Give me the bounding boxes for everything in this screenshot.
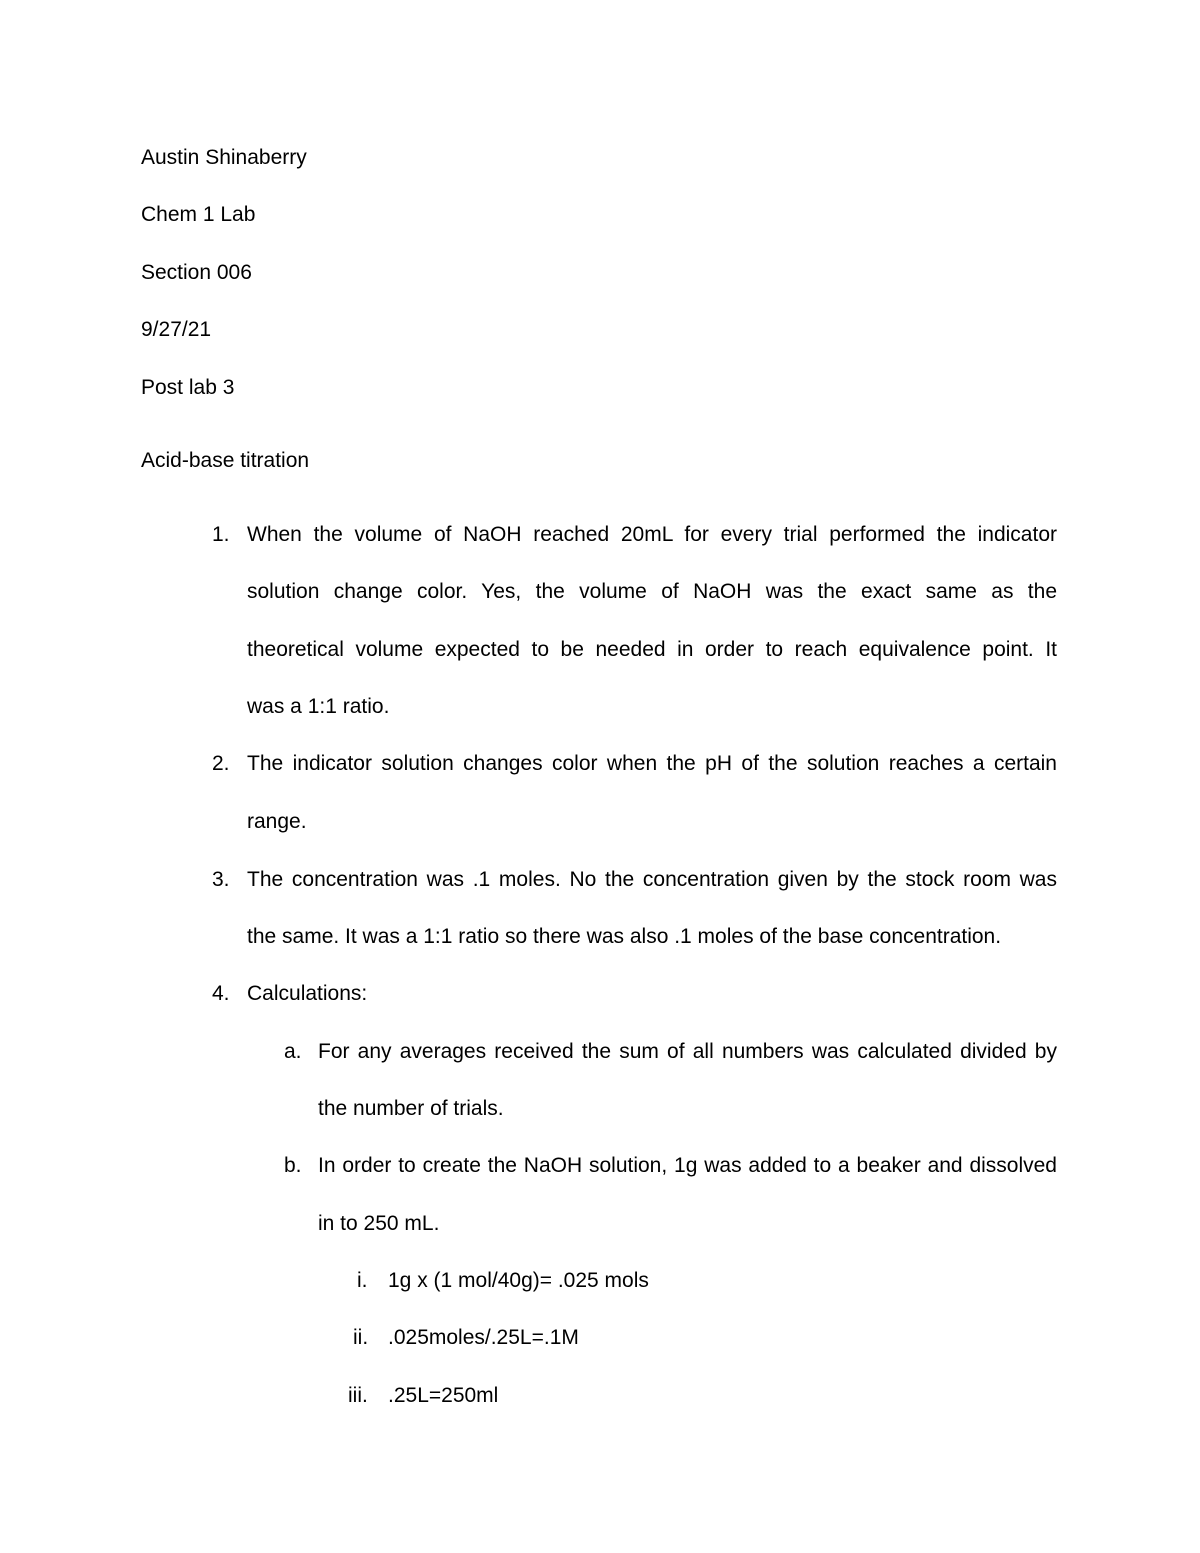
report-date: 9/27/21 bbox=[141, 318, 212, 341]
list-marker: 1. bbox=[212, 523, 230, 546]
list-item-line: Calculations: bbox=[247, 982, 368, 1005]
section-number: Section 006 bbox=[141, 261, 252, 284]
calculation-line: .25L=250ml bbox=[388, 1384, 499, 1407]
list-marker: 3. bbox=[212, 868, 230, 891]
calculation-line: .025moles/.25L=.1M bbox=[388, 1326, 579, 1349]
sublist-marker: a. bbox=[284, 1040, 302, 1063]
list-item-line: The concentration was .1 moles. No the concentration given by the stock room was bbox=[247, 868, 1057, 891]
list-marker: 4. bbox=[212, 982, 230, 1005]
calculation-line: 1g x (1 mol/40g)= .025 mols bbox=[388, 1269, 649, 1292]
list-item-line: range. bbox=[247, 810, 307, 833]
list-item-line: the same. It was a 1:1 ratio so there was also .1 moles of the base concentration. bbox=[247, 925, 1002, 948]
list-item-line: was a 1:1 ratio. bbox=[247, 695, 390, 718]
sublist-marker: b. bbox=[284, 1154, 302, 1177]
list-marker: 2. bbox=[212, 752, 230, 775]
author-name: Austin Shinaberry bbox=[141, 146, 307, 169]
list-item-line: The indicator solution changes color when the pH of the solution reaches a certain bbox=[247, 752, 1057, 775]
list-item-line: When the volume of NaOH reached 20mL for every trial performed the indicator bbox=[247, 523, 1057, 546]
assignment-name: Post lab 3 bbox=[141, 376, 235, 399]
subsublist-marker: iii. bbox=[348, 1384, 368, 1407]
document-title: Acid-base titration bbox=[141, 449, 310, 472]
sublist-item-line: In order to create the NaOH solution, 1g was added to a beaker and dissolved bbox=[318, 1154, 1057, 1177]
list-item-line: theoretical volume expected to be needed in order to reach equivalence point. It bbox=[247, 638, 1057, 661]
sublist-item-line: the number of trials. bbox=[318, 1097, 504, 1120]
subsublist-marker: ii. bbox=[353, 1326, 369, 1349]
sublist-item-line: For any averages received the sum of all numbers was calculated divided by bbox=[318, 1040, 1057, 1063]
sublist-item-line: in to 250 mL. bbox=[318, 1212, 440, 1235]
course-name: Chem 1 Lab bbox=[141, 203, 256, 226]
list-item-line: solution change color. Yes, the volume of NaOH was the exact same as the bbox=[247, 580, 1057, 603]
subsublist-marker: i. bbox=[357, 1269, 368, 1292]
